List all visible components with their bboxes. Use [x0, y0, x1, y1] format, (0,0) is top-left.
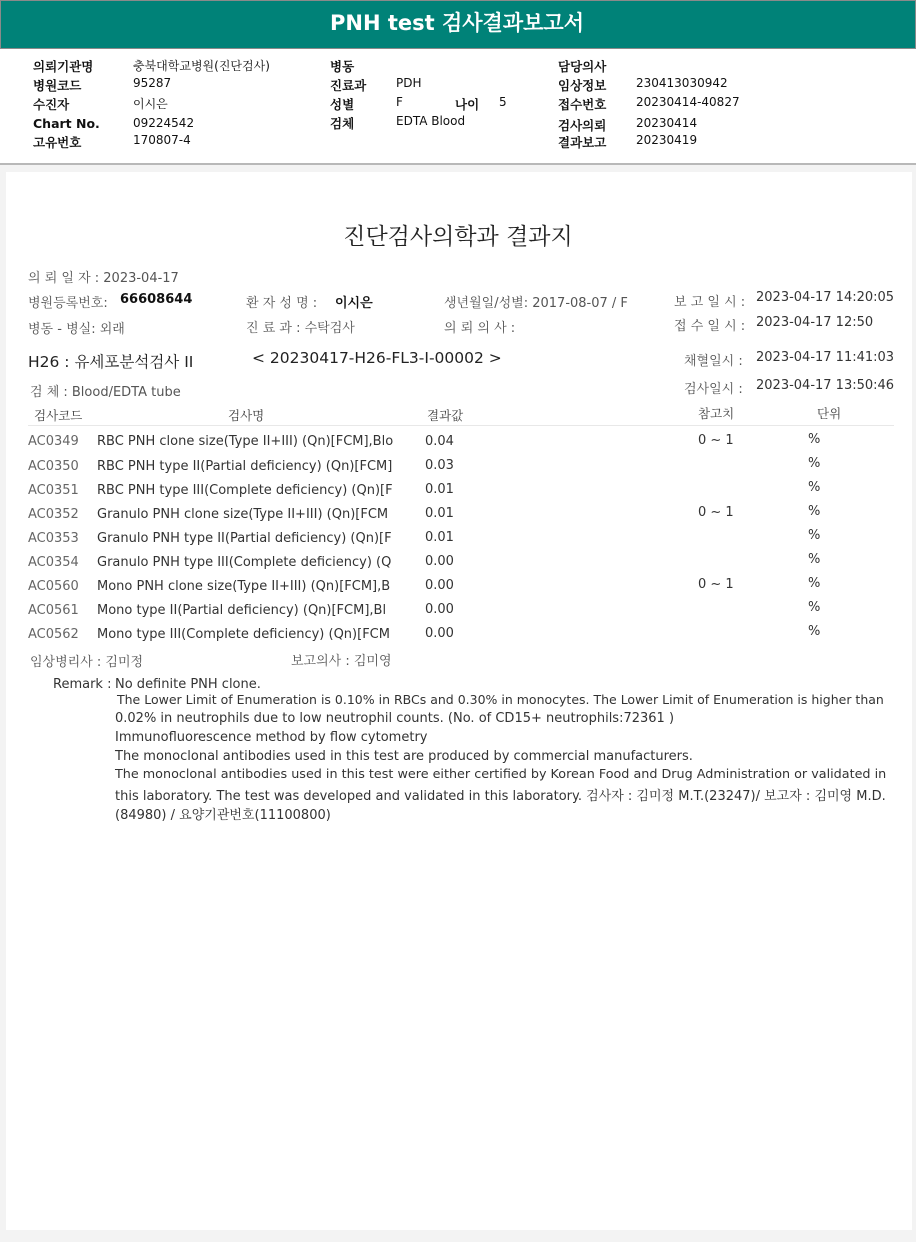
page-title: PNH test 검사결과보고서 [330, 11, 584, 35]
header-value-dept: PDH [396, 76, 422, 90]
remark-line: The monoclonal antibodies used in this test are produced by commercial manufacturers. [115, 749, 693, 764]
header-value-receipt-no: 20230414-40827 [636, 95, 740, 109]
header-label-age: 나이 [455, 97, 480, 112]
header-value-patient: 이시은 [133, 97, 168, 111]
reg-no-value: 66608644 [120, 292, 193, 307]
row-result: 0.00 [425, 578, 454, 593]
row-unit: % [808, 552, 821, 567]
column-header-name: 검사명 [228, 408, 265, 423]
test-time-label: 검사일시 : [684, 382, 743, 397]
row-unit: % [808, 600, 821, 615]
header-label-clinical-info: 임상정보 [558, 78, 607, 93]
remark-line: this laboratory. The test was developed and validated in this laboratory. 검사자 : 김미정 M.T.(23247)/ 보고자 : 김미영 M.D. [115, 789, 886, 804]
header-value-unique-no: 170807-4 [133, 133, 191, 147]
row-result: 0.00 [425, 554, 454, 569]
remark-line: No definite PNH clone. [115, 677, 261, 692]
row-unit: % [808, 504, 821, 519]
header-label-receipt-no: 접수번호 [558, 97, 607, 112]
row-code: AC0562 [28, 627, 79, 642]
row-result: 0.00 [425, 626, 454, 641]
row-result: 0.03 [425, 458, 454, 473]
specimen-type: 검 체 : Blood/EDTA tube [30, 385, 181, 400]
row-result: 0.04 [425, 434, 454, 449]
header-label-requester: 의뢰기관명 [33, 59, 94, 74]
header-value-clinical-info: 230413030942 [636, 76, 728, 90]
request-date: 의 뢰 일 자 : 2023-04-17 [28, 271, 179, 286]
column-header-code: 검사코드 [34, 408, 83, 423]
specimen-id: < 20230417-H26-FL3-I-00002 > [252, 349, 502, 367]
header-value-report-date: 20230419 [636, 133, 698, 147]
row-reference: 0 ~ 1 [698, 505, 734, 520]
row-code: AC0349 [28, 434, 79, 449]
row-test-name: RBC PNH type III(Complete deficiency) (Qn)[F [97, 483, 393, 498]
row-unit: % [808, 456, 821, 471]
dob-sex: 생년월일/성별: 2017-08-07 / F [444, 296, 628, 311]
test-name: H26 : 유세포분석검사 II [28, 353, 194, 371]
department: 진 료 과 : 수탁검사 [246, 321, 355, 336]
header-value-chart-no: 09224542 [133, 116, 195, 130]
column-header-unit: 단위 [817, 406, 842, 421]
row-test-name: Mono PNH clone size(Type II+III) (Qn)[FCM],B [97, 579, 391, 594]
row-test-name: Granulo PNH clone size(Type II+III) (Qn)[FCM [97, 507, 389, 522]
row-result: 0.00 [425, 602, 454, 617]
reporting-physician: 보고의사 : 김미영 [291, 654, 392, 669]
row-reference: 0 ~ 1 [698, 433, 734, 448]
remark-line: The Lower Limit of Enumeration is 0.10% in RBCs and 0.30% in monocytes. The Lower Limit of Enumeration is higher than [117, 692, 884, 707]
row-code: AC0561 [28, 603, 79, 618]
header-label-ward: 병동 [330, 59, 355, 74]
row-code: AC0350 [28, 459, 79, 474]
row-code: AC0351 [28, 483, 79, 498]
row-test-name: Granulo PNH type III(Complete deficiency) (Q [97, 555, 392, 570]
receive-time-value: 2023-04-17 12:50 [756, 315, 874, 330]
remark-line: Immunofluorescence method by flow cytometry [115, 730, 428, 745]
table-header-divider [28, 425, 894, 426]
receive-time-label: 접 수 일 시 : [674, 319, 746, 334]
header-label-sex: 성별 [330, 97, 355, 112]
row-test-name: RBC PNH type II(Partial deficiency) (Qn)[FCM] [97, 459, 393, 474]
column-header-result: 결과값 [427, 408, 464, 423]
row-test-name: Mono type II(Partial deficiency) (Qn)[FCM],Bl [97, 603, 387, 618]
row-code: AC0353 [28, 531, 79, 546]
row-test-name: Granulo PNH type II(Partial deficiency) (Qn)[F [97, 531, 392, 546]
row-code: AC0354 [28, 555, 79, 570]
row-result: 0.01 [425, 506, 454, 521]
clinical-pathologist: 임상병리사 : 김미정 [30, 655, 144, 670]
row-test-name: RBC PNH clone size(Type II+III) (Qn)[FCM],Blo [97, 434, 394, 449]
header-value-age: 5 [499, 95, 507, 109]
requesting-doctor: 의 뢰 의 사 : [444, 321, 516, 336]
row-code: AC0352 [28, 507, 79, 522]
header-label-chart-no: Chart No. [33, 116, 100, 131]
remark-line: 0.02% in neutrophils due to low neutrophil counts. (No. of CD15+ neutrophils:72361 ) [115, 711, 675, 726]
row-result: 0.01 [425, 482, 454, 497]
collect-time-value: 2023-04-17 11:41:03 [756, 350, 895, 365]
report-time-label: 보 고 일 시 : [674, 295, 746, 310]
header-label-doctor: 담당의사 [558, 59, 607, 74]
row-unit: % [808, 528, 821, 543]
row-unit: % [808, 576, 821, 591]
header-value-sex: F [396, 95, 403, 109]
row-result: 0.01 [425, 530, 454, 545]
remark-line: The monoclonal antibodies used in this test were either certified by Korean Food and Drug Administration or validated in [115, 767, 887, 782]
row-unit: % [808, 432, 821, 447]
header-label-hospital-code: 병원코드 [33, 78, 82, 93]
header-label-patient: 수진자 [33, 97, 70, 112]
header-value-request-date: 20230414 [636, 116, 698, 130]
patient-name-label: 환 자 성 명 : [246, 296, 318, 311]
row-code: AC0560 [28, 579, 79, 594]
column-header-reference: 참고치 [698, 406, 735, 421]
sheet-title: 진단검사의학과 결과지 [343, 224, 573, 250]
collect-time-label: 채혈일시 : [684, 354, 743, 369]
header-label-report-date: 결과보고 [558, 135, 607, 150]
report-time-value: 2023-04-17 14:20:05 [756, 290, 895, 305]
row-test-name: Mono type III(Complete deficiency) (Qn)[FCM [97, 627, 390, 642]
header-label-specimen: 검체 [330, 116, 355, 131]
header-value-specimen: EDTA Blood [396, 114, 466, 128]
row-reference: 0 ~ 1 [698, 577, 734, 592]
remark-line: (84980) / 요양기관번호(11100800) [115, 808, 331, 823]
test-time-value: 2023-04-17 13:50:46 [756, 378, 895, 393]
reg-no-label: 병원등록번호: [28, 296, 108, 311]
remark-label: Remark : [53, 677, 112, 692]
header-value-hospital-code: 95287 [133, 76, 172, 90]
header-value-requester: 충북대학교병원(진단검사) [133, 59, 270, 73]
row-unit: % [808, 480, 821, 495]
patient-name-value: 이시은 [335, 296, 373, 311]
header-label-dept: 진료과 [330, 78, 367, 93]
ward-room: 병동 - 병실: 외래 [28, 322, 125, 337]
header-label-request-date: 검사의뢰 [558, 118, 607, 133]
row-unit: % [808, 624, 821, 639]
header-label-unique-no: 고유번호 [33, 135, 82, 150]
